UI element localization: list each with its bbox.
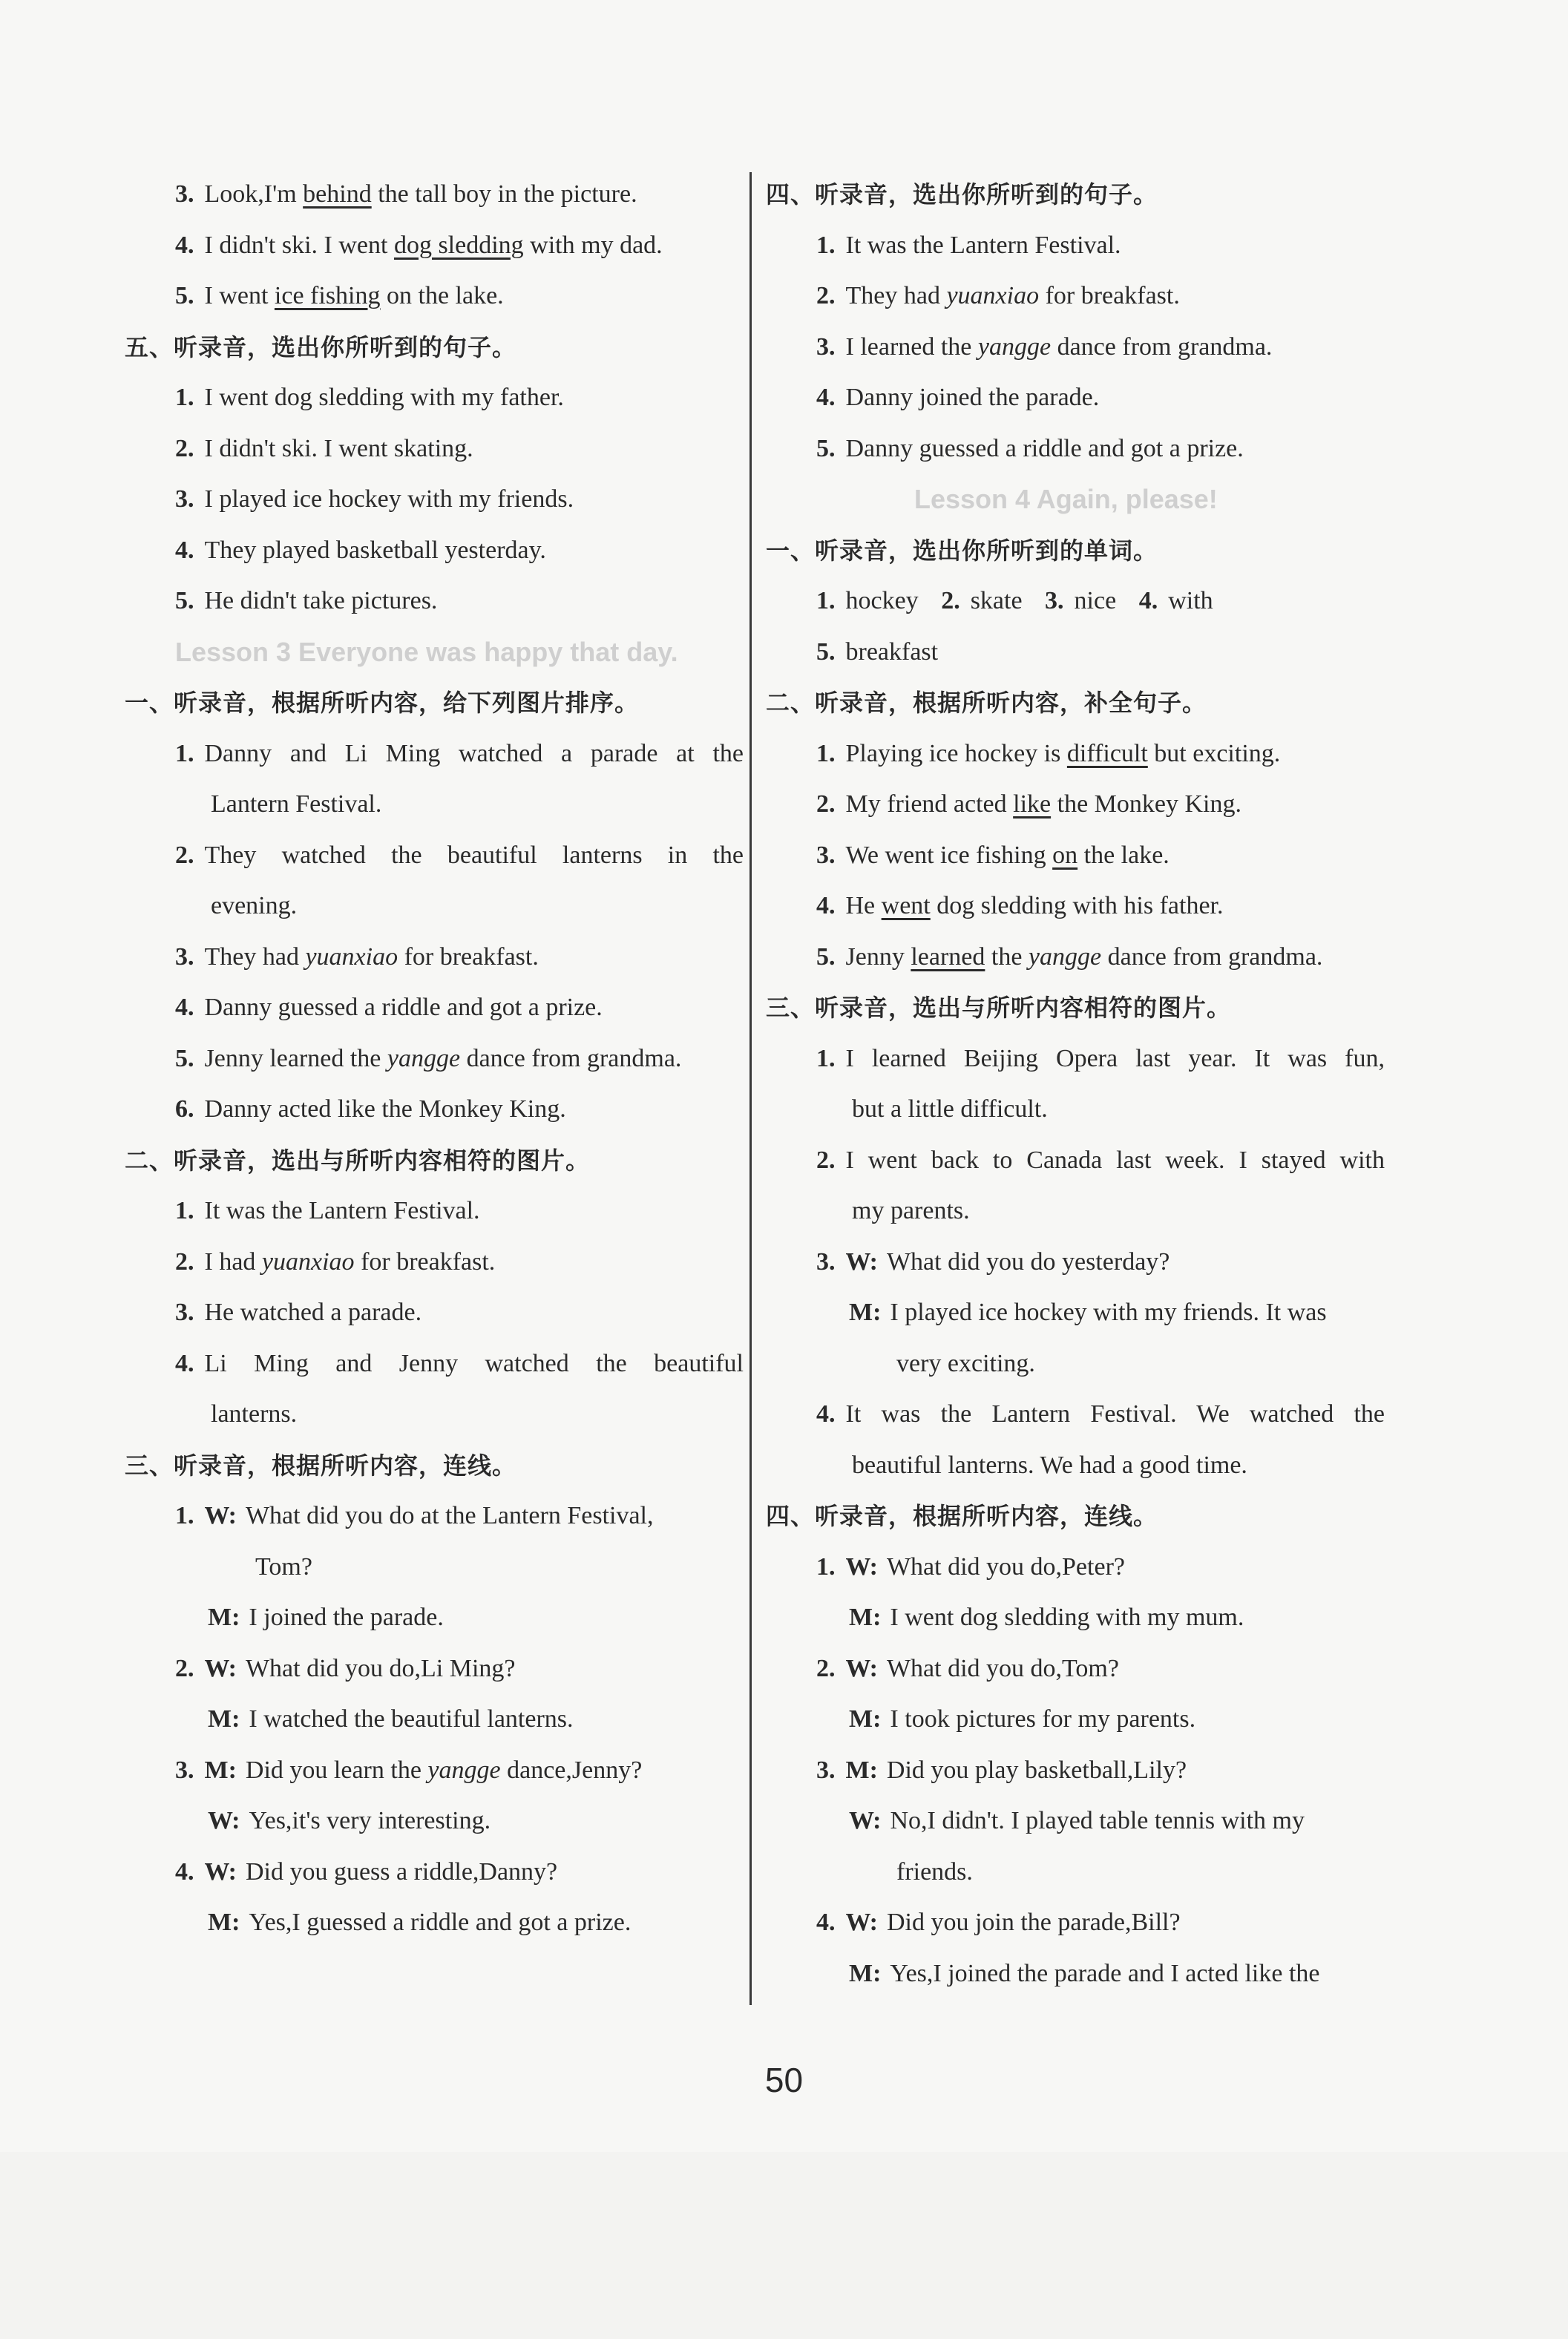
item-number: 5. — [816, 942, 836, 971]
dialogue-line — [766, 1542, 1389, 1593]
item-number: 1. — [175, 1502, 194, 1529]
answer-underline: on — [1052, 841, 1078, 869]
item-text: I learned the — [845, 332, 972, 361]
item-text: the lake. — [1083, 841, 1170, 869]
dialogue-line — [125, 1644, 748, 1695]
item-text: for breakfast. — [361, 1247, 496, 1276]
dialogue-line — [125, 1694, 748, 1745]
dialogue-line — [125, 1592, 748, 1644]
item-number: 1. — [816, 231, 836, 259]
item-text: What did you do,Peter? — [886, 1552, 1125, 1581]
item-text: nice — [1074, 587, 1117, 614]
list-item-continuation: but a little difficult. — [852, 1095, 1048, 1123]
lesson-heading: Lesson 4 Again, please! — [914, 484, 1218, 514]
answer-underline: dog sledding — [393, 231, 524, 259]
left-column — [125, 169, 748, 1949]
item-number: 3. — [175, 1756, 194, 1784]
list-item-continuation: beautiful lanterns. We had a good time. — [852, 1451, 1247, 1479]
speaker-label: W: — [208, 1807, 240, 1834]
item-text: I took pictures for my parents. — [890, 1705, 1196, 1733]
item-text: I learned Beijing Opera last year. It was fun, — [845, 1044, 1385, 1072]
item-text: They had — [845, 282, 940, 309]
item-number: 4. — [175, 536, 194, 564]
item-text: It was the Lantern Festival. — [204, 1197, 480, 1224]
dialogue-line — [766, 1237, 1389, 1288]
item-text: I played ice hockey with my friends. — [204, 485, 574, 513]
item-text: but exciting. — [1154, 739, 1281, 767]
item-text: yangge — [387, 1044, 461, 1072]
item-text: I went back to Canada last week. I stayed with — [845, 1146, 1385, 1174]
dialogue-line — [766, 1897, 1389, 1949]
speaker-label: M: — [208, 1705, 240, 1733]
list-item — [766, 932, 1389, 983]
item-number: 4. — [175, 1857, 194, 1886]
item-number: 6. — [175, 1095, 194, 1123]
item-text: I joined the parade. — [249, 1604, 444, 1631]
list-item — [766, 1034, 1389, 1085]
list-item — [125, 1237, 748, 1288]
speaker-label: W: — [204, 1654, 237, 1682]
item-text: My friend acted — [845, 790, 1007, 818]
list-item — [125, 830, 748, 882]
dialogue-line — [125, 1491, 748, 1542]
speaker-label: M: — [208, 1909, 240, 1936]
item-number: 1. — [816, 587, 836, 614]
section-title: 三、听录音，根据所听内容，连线。 — [125, 1451, 517, 1480]
list-item — [125, 729, 748, 780]
section-title: 四、听录音，根据所听内容，连线。 — [766, 1502, 1158, 1530]
column-divider — [749, 172, 752, 2005]
item-number: 2. — [175, 434, 194, 462]
item-text: dance,Jenny? — [507, 1756, 643, 1784]
item-text: Jenny learned the — [204, 1044, 381, 1072]
item-text: breakfast — [845, 637, 939, 666]
item-text: Did you join the parade,Bill? — [886, 1909, 1181, 1936]
list-item — [125, 1034, 748, 1085]
speaker-label: W: — [204, 1502, 237, 1529]
item-text: Danny guessed a riddle and got a prize. — [845, 434, 1244, 462]
list-item — [125, 576, 748, 627]
item-text: I had — [204, 1247, 256, 1276]
item-number: 1. — [816, 739, 836, 767]
item-text: Danny guessed a riddle and got a prize. — [204, 994, 603, 1021]
speaker-label: M: — [845, 1756, 878, 1784]
dialogue-line — [766, 1592, 1389, 1644]
section-title: 三、听录音，选出与所听内容相符的图片。 — [766, 994, 1232, 1022]
item-text: yangge — [1028, 942, 1102, 971]
dialogue-line — [125, 1745, 748, 1797]
speaker-label: W: — [845, 1654, 878, 1682]
item-text: It was the Lantern Festival. — [845, 231, 1121, 259]
list-item-continuation: evening. — [211, 892, 298, 919]
item-text: the tall boy in the picture. — [378, 180, 637, 208]
item-text: Danny joined the parade. — [845, 384, 1100, 411]
item-text: They played basketball yesterday. — [204, 536, 546, 564]
list-item — [766, 1135, 1389, 1187]
dialogue-line — [766, 1949, 1389, 2000]
list-item — [125, 220, 748, 272]
list-item — [766, 729, 1389, 780]
item-number: 1. — [175, 739, 194, 767]
item-number: 4. — [816, 1400, 836, 1428]
list-item-continuation: my parents. — [852, 1197, 970, 1224]
speaker-label: W: — [845, 1552, 878, 1581]
item-number: 5. — [175, 282, 194, 309]
item-text: They watched the beautiful lanterns in the — [204, 841, 744, 869]
item-number: 5. — [816, 637, 836, 666]
item-number: 1. — [175, 1197, 194, 1224]
item-number: 2. — [175, 1654, 194, 1682]
item-number: 3. — [175, 485, 194, 513]
list-item — [125, 1339, 748, 1390]
item-number: 3. — [816, 1756, 836, 1784]
item-number: 3. — [816, 332, 836, 361]
item-text: hockey — [845, 587, 919, 614]
item-text: Yes,I joined the parade and I acted like the — [890, 1959, 1320, 1987]
item-text: Danny and Li Ming watched a parade at the — [204, 739, 744, 767]
item-text: Did you play basketball,Lily? — [886, 1756, 1187, 1784]
list-item — [766, 271, 1389, 322]
item-number: 2. — [175, 1247, 194, 1276]
item-number: 5. — [175, 587, 194, 614]
item-text: What did you do yesterday? — [886, 1247, 1170, 1276]
answer-underline: went — [881, 892, 931, 919]
speaker-label: W: — [845, 1909, 878, 1936]
answer-underline: like — [1013, 790, 1052, 818]
item-text: I didn't ski. — [204, 231, 318, 259]
item-text: Danny acted like the Monkey King. — [204, 1095, 566, 1123]
list-item — [125, 424, 748, 475]
item-number: 2. — [816, 1654, 836, 1682]
item-number: 4. — [816, 1909, 836, 1936]
item-text: yuanxiao — [946, 282, 1040, 309]
answer-underline: learned — [911, 942, 985, 971]
item-text: We went ice fishing — [845, 841, 1046, 869]
item-text: yangge — [977, 332, 1052, 361]
item-text: dance from grandma. — [1057, 332, 1273, 361]
list-item — [125, 982, 748, 1034]
section-title: 四、听录音，选出你所听到的句子。 — [766, 180, 1158, 209]
item-number: 5. — [175, 1044, 194, 1072]
dialogue-continuation: Tom? — [255, 1552, 312, 1581]
item-number: 2. — [941, 587, 960, 614]
answer-underline: ice fishing — [274, 282, 381, 309]
dialogue-line — [766, 1796, 1389, 1847]
page-number: 50 — [764, 2061, 804, 2099]
item-text: the Monkey King. — [1057, 790, 1241, 818]
item-number: 3. — [1045, 587, 1064, 614]
dialogue-line — [766, 1644, 1389, 1695]
speaker-label: W: — [849, 1807, 882, 1834]
item-text: What did you do at the Lantern Festival, — [245, 1502, 654, 1529]
speaker-label: M: — [849, 1299, 882, 1326]
list-item — [125, 373, 748, 424]
item-text: skate — [970, 587, 1023, 614]
item-number: 3. — [175, 942, 194, 971]
answer-underline: difficult — [1066, 739, 1148, 767]
answer-underline: behind — [303, 180, 372, 208]
section-title: 一、听录音，根据所听内容，给下列图片排序。 — [125, 689, 640, 717]
item-text: Did you learn the — [245, 1756, 421, 1784]
dialogue-continuation: very exciting. — [896, 1349, 1035, 1377]
item-number: 4. — [175, 231, 194, 259]
item-text: dog sledding with his father. — [936, 892, 1224, 919]
item-text: dance from grandma. — [1107, 942, 1323, 971]
dialogue-line — [125, 1847, 748, 1898]
speaker-label: M: — [849, 1604, 882, 1631]
dialogue-line — [766, 1287, 1389, 1339]
list-item — [766, 1389, 1389, 1440]
item-number: 4. — [816, 384, 836, 411]
list-item — [125, 1084, 748, 1135]
list-item-continuation: lanterns. — [211, 1400, 298, 1428]
lesson-heading: Lesson 3 Everyone was happy that day. — [175, 636, 678, 667]
dialogue-line — [125, 1796, 748, 1847]
list-item — [125, 932, 748, 983]
item-text: What did you do,Tom? — [886, 1654, 1119, 1682]
section-title: 五、听录音，选出你所听到的句子。 — [125, 332, 517, 361]
list-item — [766, 779, 1389, 830]
item-text: yuanxiao — [261, 1247, 355, 1276]
item-text: yangge — [427, 1756, 501, 1784]
speaker-label: W: — [845, 1247, 878, 1276]
list-item — [125, 525, 748, 577]
item-number: 2. — [816, 282, 836, 309]
item-text: I watched the beautiful lanterns. — [249, 1705, 574, 1733]
speaker-label: M: — [208, 1604, 240, 1631]
item-text: Li Ming and Jenny watched the beautiful — [204, 1349, 744, 1377]
speaker-label: M: — [849, 1705, 882, 1733]
section-title: 一、听录音，选出你所听到的单词。 — [766, 536, 1158, 565]
list-item — [766, 881, 1389, 932]
item-text: with — [1168, 587, 1213, 614]
item-text: He watched a parade. — [204, 1299, 422, 1326]
list-item — [766, 322, 1389, 373]
item-number: 3. — [175, 180, 194, 208]
item-number: 3. — [816, 841, 836, 869]
dialogue-line — [766, 1694, 1389, 1745]
dialogue-line — [766, 1745, 1389, 1797]
item-text: I went — [324, 231, 388, 259]
item-text: with my dad. — [530, 231, 663, 259]
item-text: Yes,it's very interesting. — [249, 1807, 491, 1834]
item-text: I played ice hockey with my friends. It was — [890, 1299, 1327, 1326]
item-text: dance from grandma. — [466, 1044, 682, 1072]
list-item — [125, 1287, 748, 1339]
list-item — [125, 474, 748, 525]
item-text: for breakfast. — [1045, 282, 1180, 309]
item-text: I went dog sledding with my father. — [204, 384, 564, 411]
item-text: for breakfast. — [404, 942, 539, 971]
item-number: 1. — [175, 384, 194, 411]
item-text: Did you guess a riddle,Danny? — [245, 1857, 558, 1886]
dialogue-line — [125, 1897, 748, 1949]
word-list-row — [766, 576, 1389, 627]
item-number: 2. — [816, 790, 836, 818]
list-item — [766, 424, 1389, 475]
item-text: Jenny — [845, 942, 905, 971]
item-text: What did you do,Li Ming? — [245, 1654, 516, 1682]
item-number: 4. — [1138, 587, 1158, 614]
item-text: on the lake. — [387, 282, 504, 309]
dialogue-continuation: friends. — [896, 1857, 973, 1886]
list-item — [766, 373, 1389, 424]
item-text: I went — [204, 282, 269, 309]
item-number: 1. — [816, 1044, 836, 1072]
item-number: 5. — [816, 434, 836, 462]
item-text: It was the Lantern Festival. We watched the — [845, 1400, 1385, 1428]
item-number: 3. — [816, 1247, 836, 1276]
section-title: 二、听录音，选出与所听内容相符的图片。 — [125, 1146, 591, 1175]
section-title: 二、听录音，根据所听内容，补全句子。 — [766, 689, 1207, 717]
item-number: 1. — [816, 1552, 836, 1581]
list-item — [125, 1186, 748, 1237]
item-text: Look,I'm — [204, 180, 297, 208]
list-item — [766, 220, 1389, 272]
item-number: 3. — [175, 1299, 194, 1326]
item-text: I went dog sledding with my mum. — [890, 1604, 1244, 1631]
item-text: He didn't take pictures. — [204, 587, 438, 614]
right-column — [766, 169, 1389, 1999]
list-item — [766, 830, 1389, 882]
item-text: Yes,I guessed a riddle and got a prize. — [249, 1909, 632, 1936]
item-text: the — [991, 942, 1023, 971]
item-text: They had — [204, 942, 299, 971]
speaker-label: M: — [849, 1959, 882, 1987]
list-item-continuation: Lantern Festival. — [211, 790, 382, 818]
item-text: He — [845, 892, 876, 919]
item-number: 2. — [816, 1146, 836, 1174]
speaker-label: M: — [204, 1756, 237, 1784]
item-text: No,I didn't. I played table tennis with my — [890, 1807, 1305, 1834]
item-number: 2. — [175, 841, 194, 869]
item-number: 4. — [816, 892, 836, 919]
list-item — [125, 169, 748, 220]
word-list-row — [766, 627, 1389, 678]
item-number: 4. — [175, 994, 194, 1021]
list-item — [125, 271, 748, 322]
item-text: Playing ice hockey is — [845, 739, 1061, 767]
item-number: 4. — [175, 1349, 194, 1377]
speaker-label: W: — [204, 1857, 237, 1886]
item-text: I didn't ski. I went skating. — [204, 434, 473, 462]
item-text: yuanxiao — [305, 942, 398, 971]
